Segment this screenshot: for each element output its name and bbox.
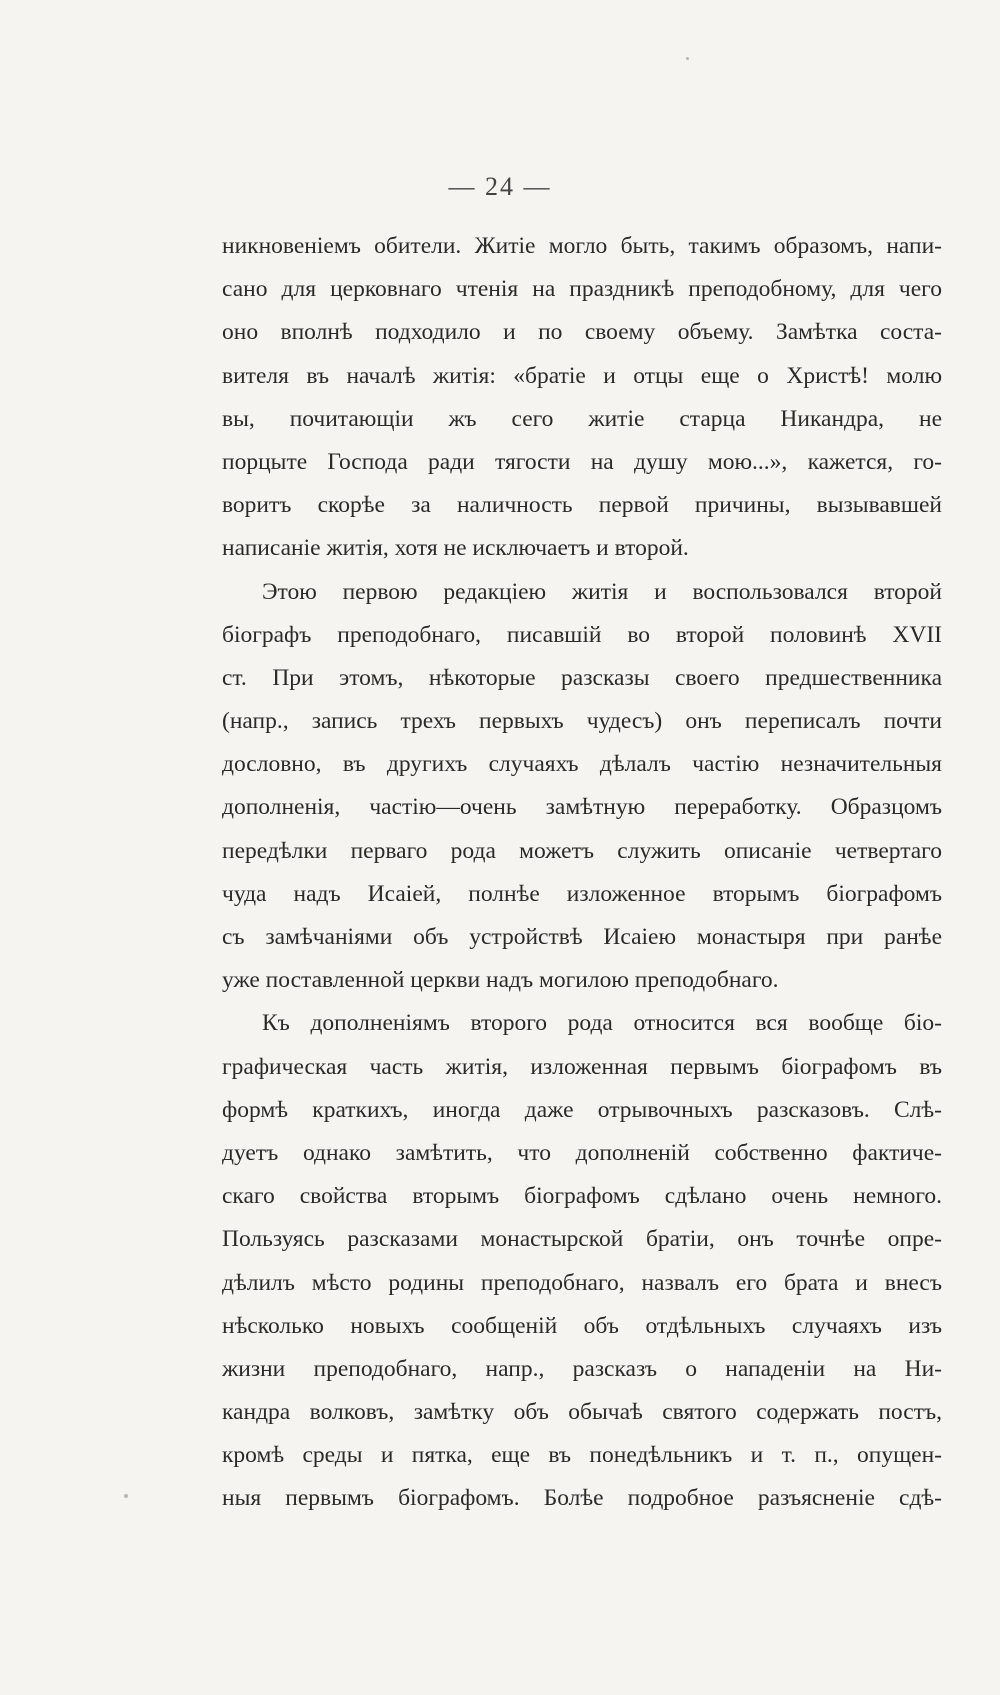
text-line: Къ дополненіямъ второго рода относится вся вообще біо- (262, 1010, 942, 1037)
text-line: Этою первою редакціею житія и воспользовался второй (262, 578, 942, 605)
text-line: передѣлки перваго рода можетъ служить описаніе четвертаго (222, 837, 942, 864)
text-line: вителя въ началѣ житія: «братіе и отцы еще о Христѣ! молю (222, 362, 942, 389)
text-line: нѣсколько новыхъ сообщеній объ отдѣльныхъ случаяхъ изъ (222, 1312, 942, 1339)
text-line: графическая часть житія, изложенная первымъ біографомъ въ (222, 1053, 942, 1080)
text-line: кандра волковъ, замѣтку объ обычаѣ святого содержать постъ, (222, 1399, 942, 1426)
text-line: дуетъ однако замѣтить, что дополненій собственно фактиче- (222, 1139, 942, 1166)
page-number: — 24 — (448, 172, 552, 201)
paper-speck (686, 57, 689, 60)
paragraph-3 (222, 1002, 942, 1520)
text-line: ныя первымъ біографомъ. Болѣе подробное разъясненіе сдѣ- (222, 1485, 942, 1512)
text-line: съ замѣчаніями объ устройствѣ Исаіею монастыря при ранѣе (222, 924, 942, 950)
text-line: дѣлилъ мѣсто родины преподобнаго, назвалъ его брата и внесъ (222, 1269, 942, 1296)
text-line: чуда надъ Исаіей, полнѣе изложенное вторымъ біографомъ (222, 880, 942, 907)
text-line: дословно, въ другихъ случаяхъ дѣлалъ частію незначительныя (222, 751, 942, 778)
text-line: скаго свойства вторымъ біографомъ сдѣлано очень немного. (222, 1183, 942, 1210)
body-text (222, 225, 942, 1521)
text-line: кромѣ среды и пятка, еще въ понедѣльникъ и т. п., опущен- (222, 1442, 942, 1469)
text-line: (напр., запись трехъ первыхъ чудесъ) онъ переписалъ почти (222, 708, 942, 735)
text-line: сано для церковнаго чтенія на праздникѣ преподобному, для чего (222, 276, 942, 303)
paragraph-2 (222, 571, 942, 1003)
text-line: воритъ скорѣе за наличность первой причины, вызывавшей (222, 492, 942, 519)
text-line: уже поставленной церкви надъ могилою преподобнаго. (222, 967, 779, 994)
text-line: дополненія, частію—очень замѣтную переработку. Образцомъ (222, 794, 942, 821)
text-line: оно вполнѣ подходило и по своему объему. Замѣтка соста- (222, 319, 942, 346)
text-line: написаніе житія, хотя не исключаетъ и второй. (222, 535, 689, 562)
text-line: жизни преподобнаго, напр., разсказъ о нападеніи на Ни- (222, 1355, 942, 1382)
paper-speck (124, 1494, 128, 1498)
text-line: никновеніемъ обители. Житіе могло быть, такимъ образомъ, напи- (222, 233, 942, 259)
text-line: ст. При этомъ, нѣкоторые разсказы своего предшественника (222, 664, 942, 691)
text-line: порцыте Господа ради тягости на душу мою...», кажется, го- (222, 448, 942, 475)
paragraph-1 (222, 225, 942, 571)
text-line: формѣ краткихъ, иногда даже отрывочныхъ разсказовъ. Слѣ- (222, 1096, 942, 1123)
text-line: вы, почитающіи жъ сего житіе старца Никандра, не (222, 405, 942, 432)
text-line: біографъ преподобнаго, писавшій во второй половинѣ XVII (222, 621, 942, 648)
text-line: Пользуясь разсказами монастырской братіи, онъ точнѣе опре- (222, 1226, 942, 1253)
